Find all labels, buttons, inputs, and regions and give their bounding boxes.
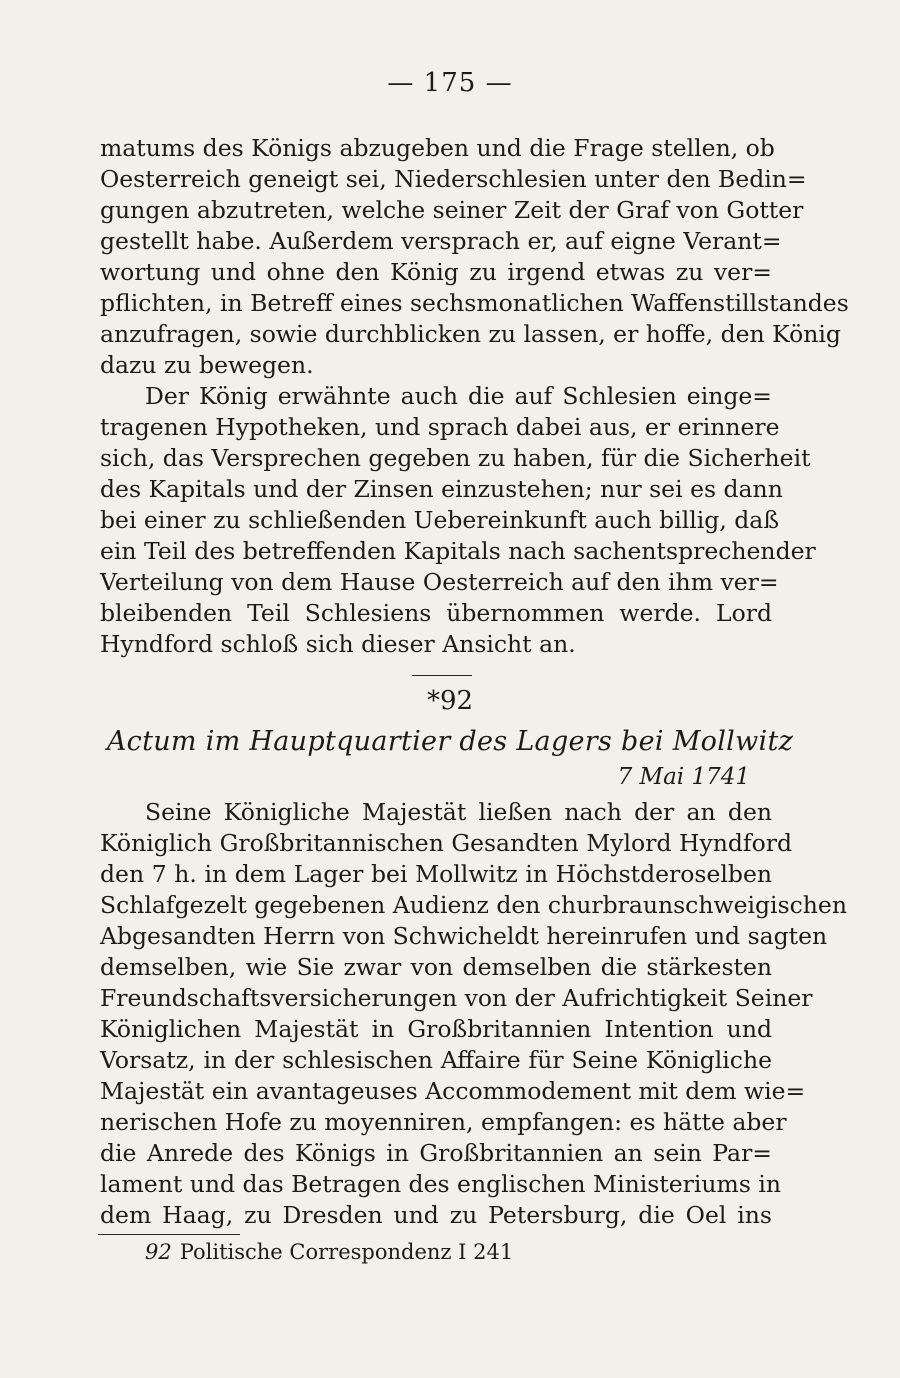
text-line: Abgesandten Herrn von Schwicheldt hereinrufen und sagten <box>100 922 828 950</box>
text-line: Königlich Großbritannischen Gesandten Mylord Hyndford <box>100 829 793 857</box>
text-line: Verteilung von dem Hause Oesterreich auf den ihm ver= <box>100 568 779 596</box>
text-line: ein Teil des betreffenden Kapitals nach sachentsprechender <box>100 537 816 565</box>
footnote-divider <box>98 1234 240 1235</box>
text-line: nerischen Hofe zu moyenniren, empfangen: es hätte aber <box>100 1108 787 1136</box>
text-line: matums des Königs abzugeben und die Frage stellen, ob <box>100 134 775 162</box>
document-title: Actum im Hauptquartier des Lagers bei Mollwitz <box>106 726 794 757</box>
text-block-top <box>100 133 849 660</box>
text-line: gestellt habe. Außerdem versprach er, auf eigne Verant= <box>100 227 782 255</box>
page-number: — 175 — <box>387 68 513 98</box>
text-line: lament und das Betragen des englischen Ministeriums in <box>100 1170 782 1198</box>
text-line: den 7 h. in dem Lager bei Mollwitz in Höchstderoselben <box>100 860 772 888</box>
text-line: bei einer zu schließenden Uebereinkunft auch billig, daß <box>100 506 780 534</box>
section-divider <box>412 675 472 676</box>
text-line: demselben, wie Sie zwar von demselben die stärkesten <box>100 953 772 981</box>
text-line: dazu zu bewegen. <box>100 351 314 379</box>
text-line: sich, das Versprechen gegeben zu haben, für die Sicherheit <box>100 444 811 472</box>
text-line: die Anrede des Königs in Großbritannien an sein Par= <box>100 1139 772 1167</box>
text-line: Vorsatz, in der schlesischen Affaire für Seine Königliche <box>100 1046 772 1074</box>
text-line: wortung und ohne den König zu irgend etwas zu ver= <box>100 258 772 286</box>
text-line: Schlafgezelt gegebenen Audienz den churbraunschweigischen <box>100 891 847 919</box>
text-line: Seine Königliche Majestät ließen nach der an den <box>145 798 772 826</box>
footnote-text: Politische Correspondenz I 241 <box>179 1240 514 1264</box>
text-line: pflichten, in Betreff eines sechsmonatlichen Waffenstillstandes <box>100 289 849 317</box>
text-line: Der König erwähnte auch die auf Schlesien einge= <box>145 382 772 410</box>
footnote-number: 92 <box>145 1240 172 1264</box>
text-line: Oesterreich geneigt sei, Niederschlesien unter den Bedin= <box>100 165 807 193</box>
text-line: anzufragen, sowie durchblicken zu lassen, er hoffe, den König <box>100 320 841 348</box>
text-line: gungen abzutreten, welche seiner Zeit der Graf von Gotter <box>100 196 804 224</box>
text-line: bleibenden Teil Schlesiens übernommen werde. Lord <box>100 599 772 627</box>
text-line: dem Haag, zu Dresden und zu Petersburg, die Oel ins <box>100 1201 772 1229</box>
text-line: Königlichen Majestät in Großbritannien Intention und <box>100 1015 772 1043</box>
footnote <box>145 1240 513 1264</box>
text-line: Majestät ein avantageuses Accommodement mit dem wie= <box>100 1077 806 1105</box>
document-date: 7 Mai 1741 <box>617 764 750 790</box>
document-number: *92 <box>426 686 474 716</box>
text-line: des Kapitals und der Zinsen einzustehen; nur sei es dann <box>100 475 783 503</box>
text-line: Hyndford schloß sich dieser Ansicht an. <box>100 630 576 658</box>
text-line: tragenen Hypotheken, und sprach dabei aus, er erinnere <box>100 413 780 441</box>
document-body <box>100 797 847 1231</box>
text-line: Freundschaftsversicherungen von der Aufrichtigkeit Seiner <box>100 984 813 1012</box>
